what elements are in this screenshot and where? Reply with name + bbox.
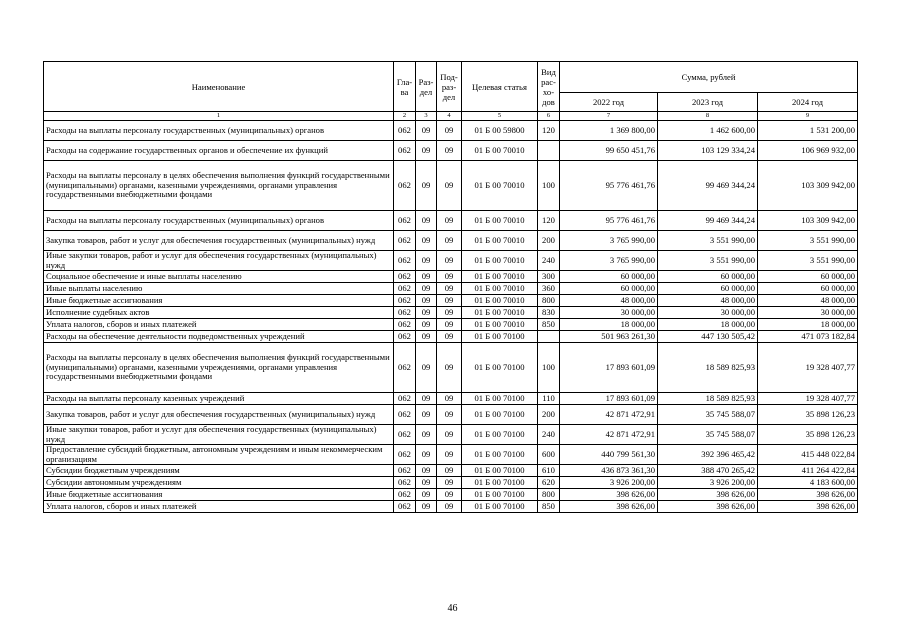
row-vid: 300 — [538, 271, 560, 283]
row-vid: 610 — [538, 465, 560, 477]
row-glava: 062 — [394, 343, 416, 393]
row-target: 01 Б 00 70010 — [462, 161, 538, 211]
row-sum-2022: 48 000,00 — [560, 295, 658, 307]
row-sum-2022: 60 000,00 — [560, 283, 658, 295]
row-sum-2024: 19 328 407,77 — [758, 343, 858, 393]
row-name: Социальное обеспечение и иные выплаты населению — [44, 271, 394, 283]
row-target: 01 Б 00 59800 — [462, 121, 538, 141]
row-podrazdel: 09 — [437, 465, 462, 477]
row-razdel: 09 — [416, 271, 437, 283]
row-sum-2024: 103 309 942,00 — [758, 161, 858, 211]
row-name: Расходы на выплаты персоналу казенных учреждений — [44, 393, 394, 405]
row-glava: 062 — [394, 231, 416, 251]
row-sum-2023: 3 551 990,00 — [658, 251, 758, 271]
row-sum-2023: 392 396 465,42 — [658, 445, 758, 465]
row-glava: 062 — [394, 445, 416, 465]
header-year-2024: 2024 год — [758, 93, 858, 112]
column-number: 1 — [44, 112, 394, 121]
row-razdel: 09 — [416, 405, 437, 425]
table-row — [44, 283, 858, 295]
row-podrazdel: 09 — [437, 319, 462, 331]
row-name: Расходы на содержание государственных органов и обеспечение их функций — [44, 141, 394, 161]
row-sum-2022: 95 776 461,76 — [560, 161, 658, 211]
row-sum-2023: 18 589 825,93 — [658, 343, 758, 393]
row-sum-2023: 3 926 200,00 — [658, 477, 758, 489]
row-sum-2022: 60 000,00 — [560, 271, 658, 283]
row-podrazdel: 09 — [437, 343, 462, 393]
row-razdel: 09 — [416, 283, 437, 295]
row-sum-2023: 99 469 344,24 — [658, 211, 758, 231]
row-podrazdel: 09 — [437, 295, 462, 307]
header-target: Целевая статья — [462, 62, 538, 112]
row-sum-2024: 415 448 022,84 — [758, 445, 858, 465]
row-sum-2023: 18 589 825,93 — [658, 393, 758, 405]
table-header — [44, 62, 858, 121]
row-vid: 200 — [538, 405, 560, 425]
row-podrazdel: 09 — [437, 393, 462, 405]
row-glava: 062 — [394, 501, 416, 513]
row-glava: 062 — [394, 319, 416, 331]
row-vid: 240 — [538, 251, 560, 271]
table-row — [44, 393, 858, 405]
budget-table — [43, 61, 858, 513]
row-vid: 120 — [538, 121, 560, 141]
header-vid: Вид рас-хо-дов — [538, 62, 560, 112]
row-sum-2024: 4 183 600,00 — [758, 477, 858, 489]
page-number: 46 — [447, 603, 458, 614]
row-sum-2023: 30 000,00 — [658, 307, 758, 319]
row-sum-2024: 48 000,00 — [758, 295, 858, 307]
header-glava: Гла-ва — [394, 62, 416, 112]
row-razdel: 09 — [416, 425, 437, 445]
table-row — [44, 343, 858, 393]
row-sum-2022: 17 893 601,09 — [560, 393, 658, 405]
row-sum-2024: 398 626,00 — [758, 489, 858, 501]
table-row — [44, 307, 858, 319]
row-target: 01 Б 00 70010 — [462, 283, 538, 295]
row-razdel: 09 — [416, 501, 437, 513]
row-vid: 100 — [538, 161, 560, 211]
row-vid: 830 — [538, 307, 560, 319]
row-glava: 062 — [394, 331, 416, 343]
row-razdel: 09 — [416, 211, 437, 231]
row-sum-2022: 398 626,00 — [560, 501, 658, 513]
row-razdel: 09 — [416, 477, 437, 489]
row-target: 01 Б 00 70010 — [462, 307, 538, 319]
row-sum-2023: 103 129 334,24 — [658, 141, 758, 161]
row-sum-2024: 18 000,00 — [758, 319, 858, 331]
row-target: 01 Б 00 70010 — [462, 319, 538, 331]
row-target: 01 Б 00 70100 — [462, 405, 538, 425]
row-glava: 062 — [394, 295, 416, 307]
row-podrazdel: 09 — [437, 231, 462, 251]
row-podrazdel: 09 — [437, 271, 462, 283]
row-podrazdel: 09 — [437, 307, 462, 319]
row-sum-2024: 471 073 182,84 — [758, 331, 858, 343]
row-name: Уплата налогов, сборов и иных платежей — [44, 319, 394, 331]
row-sum-2022: 3 765 990,00 — [560, 251, 658, 271]
row-sum-2022: 18 000,00 — [560, 319, 658, 331]
row-sum-2022: 99 650 451,76 — [560, 141, 658, 161]
column-number-row — [44, 112, 858, 121]
row-sum-2024: 19 328 407,77 — [758, 393, 858, 405]
budget-table-sheet — [43, 61, 857, 513]
row-podrazdel: 09 — [437, 161, 462, 211]
row-target: 01 Б 00 70100 — [462, 425, 538, 445]
row-sum-2023: 388 470 265,42 — [658, 465, 758, 477]
row-name: Субсидии бюджетным учреждениям — [44, 465, 394, 477]
row-target: 01 Б 00 70010 — [462, 251, 538, 271]
row-sum-2023: 3 551 990,00 — [658, 231, 758, 251]
row-razdel: 09 — [416, 307, 437, 319]
row-sum-2022: 17 893 601,09 — [560, 343, 658, 393]
column-number: 2 — [394, 112, 416, 121]
table-row — [44, 161, 858, 211]
header-razdel: Раз-дел — [416, 62, 437, 112]
row-name: Иные закупки товаров, работ и услуг для обеспечения государственных (муниципальных) нужд — [44, 425, 394, 445]
table-row — [44, 141, 858, 161]
row-razdel: 09 — [416, 295, 437, 307]
table-row — [44, 251, 858, 271]
row-glava: 062 — [394, 121, 416, 141]
row-glava: 062 — [394, 405, 416, 425]
row-name: Закупка товаров, работ и услуг для обеспечения государственных (муниципальных) нужд — [44, 405, 394, 425]
row-razdel: 09 — [416, 251, 437, 271]
row-sum-2023: 18 000,00 — [658, 319, 758, 331]
row-name: Иные бюджетные ассигнования — [44, 295, 394, 307]
row-name: Субсидии автономным учреждениям — [44, 477, 394, 489]
row-sum-2022: 1 369 800,00 — [560, 121, 658, 141]
row-sum-2022: 42 871 472,91 — [560, 425, 658, 445]
row-target: 01 Б 00 70100 — [462, 465, 538, 477]
table-row — [44, 319, 858, 331]
row-razdel: 09 — [416, 121, 437, 141]
row-vid: 200 — [538, 231, 560, 251]
row-glava: 062 — [394, 141, 416, 161]
row-target: 01 Б 00 70100 — [462, 501, 538, 513]
column-number: 8 — [658, 112, 758, 121]
row-name: Иные закупки товаров, работ и услуг для обеспечения государственных (муниципальных) нужд — [44, 251, 394, 271]
row-target: 01 Б 00 70100 — [462, 489, 538, 501]
row-podrazdel: 09 — [437, 121, 462, 141]
row-sum-2022: 30 000,00 — [560, 307, 658, 319]
row-sum-2024: 35 898 126,23 — [758, 425, 858, 445]
row-vid: 850 — [538, 319, 560, 331]
row-sum-2024: 35 898 126,23 — [758, 405, 858, 425]
row-razdel: 09 — [416, 489, 437, 501]
row-target: 01 Б 00 70010 — [462, 295, 538, 307]
table-row — [44, 425, 858, 445]
row-razdel: 09 — [416, 161, 437, 211]
row-razdel: 09 — [416, 319, 437, 331]
row-sum-2023: 447 130 505,42 — [658, 331, 758, 343]
row-glava: 062 — [394, 283, 416, 295]
header-name: Наименование — [44, 62, 394, 112]
row-vid: 360 — [538, 283, 560, 295]
row-sum-2022: 501 963 261,30 — [560, 331, 658, 343]
table-row — [44, 445, 858, 465]
table-row — [44, 477, 858, 489]
row-podrazdel: 09 — [437, 211, 462, 231]
row-sum-2024: 3 551 990,00 — [758, 251, 858, 271]
row-sum-2023: 398 626,00 — [658, 489, 758, 501]
row-podrazdel: 09 — [437, 489, 462, 501]
table-row — [44, 465, 858, 477]
row-podrazdel: 09 — [437, 501, 462, 513]
row-razdel: 09 — [416, 393, 437, 405]
header-year-2023: 2023 год — [658, 93, 758, 112]
table-row — [44, 231, 858, 251]
row-sum-2022: 398 626,00 — [560, 489, 658, 501]
row-target: 01 Б 00 70100 — [462, 343, 538, 393]
row-sum-2023: 398 626,00 — [658, 501, 758, 513]
row-razdel: 09 — [416, 343, 437, 393]
header-podrazdel: Под-раз-дел — [437, 62, 462, 112]
row-target: 01 Б 00 70100 — [462, 477, 538, 489]
row-sum-2024: 3 551 990,00 — [758, 231, 858, 251]
row-glava: 062 — [394, 465, 416, 477]
row-glava: 062 — [394, 393, 416, 405]
row-name: Расходы на выплаты персоналу в целях обеспечения выполнения функций государственными (муниципальными) органами, казенными учреждениями, органами управления государственными внебюджетными фондами — [44, 343, 394, 393]
row-vid — [538, 331, 560, 343]
row-glava: 062 — [394, 307, 416, 319]
row-sum-2023: 48 000,00 — [658, 295, 758, 307]
row-name: Расходы на выплаты персоналу государственных (муниципальных) органов — [44, 121, 394, 141]
row-podrazdel: 09 — [437, 251, 462, 271]
table-row — [44, 405, 858, 425]
row-vid: 850 — [538, 501, 560, 513]
row-sum-2023: 99 469 344,24 — [658, 161, 758, 211]
row-name: Исполнение судебных актов — [44, 307, 394, 319]
row-name: Расходы на обеспечение деятельности подведомственных учреждений — [44, 331, 394, 343]
row-podrazdel: 09 — [437, 141, 462, 161]
table-row — [44, 211, 858, 231]
row-vid: 120 — [538, 211, 560, 231]
row-glava: 062 — [394, 425, 416, 445]
row-sum-2022: 95 776 461,76 — [560, 211, 658, 231]
row-glava: 062 — [394, 251, 416, 271]
row-sum-2023: 35 745 588,07 — [658, 425, 758, 445]
row-sum-2022: 440 799 561,30 — [560, 445, 658, 465]
header-year-2022: 2022 год — [560, 93, 658, 112]
table-row — [44, 121, 858, 141]
row-sum-2024: 60 000,00 — [758, 271, 858, 283]
row-target: 01 Б 00 70010 — [462, 271, 538, 283]
row-vid — [538, 141, 560, 161]
row-name: Расходы на выплаты персоналу в целях обеспечения выполнения функций государственными (муниципальными) органами, казенными учреждениями, органами управления государственными внебюджетными фондами — [44, 161, 394, 211]
row-target: 01 Б 00 70100 — [462, 331, 538, 343]
row-podrazdel: 09 — [437, 477, 462, 489]
row-vid: 100 — [538, 343, 560, 393]
row-sum-2024: 103 309 942,00 — [758, 211, 858, 231]
row-name: Уплата налогов, сборов и иных платежей — [44, 501, 394, 513]
row-podrazdel: 09 — [437, 283, 462, 295]
row-razdel: 09 — [416, 331, 437, 343]
row-glava: 062 — [394, 161, 416, 211]
row-sum-2024: 106 969 932,00 — [758, 141, 858, 161]
table-body — [44, 121, 858, 513]
row-razdel: 09 — [416, 141, 437, 161]
row-vid: 240 — [538, 425, 560, 445]
row-target: 01 Б 00 70010 — [462, 211, 538, 231]
row-glava: 062 — [394, 271, 416, 283]
table-row — [44, 489, 858, 501]
row-podrazdel: 09 — [437, 445, 462, 465]
row-target: 01 Б 00 70100 — [462, 393, 538, 405]
row-sum-2024: 60 000,00 — [758, 283, 858, 295]
row-target: 01 Б 00 70010 — [462, 141, 538, 161]
row-sum-2022: 3 765 990,00 — [560, 231, 658, 251]
column-number: 4 — [437, 112, 462, 121]
row-sum-2024: 30 000,00 — [758, 307, 858, 319]
column-number: 5 — [462, 112, 538, 121]
row-sum-2023: 1 462 600,00 — [658, 121, 758, 141]
row-name: Предоставление субсидий бюджетным, автономным учреждениям и иным некоммерческим организациям — [44, 445, 394, 465]
row-podrazdel: 09 — [437, 425, 462, 445]
row-name: Иные выплаты населению — [44, 283, 394, 295]
row-sum-2023: 35 745 588,07 — [658, 405, 758, 425]
column-number: 9 — [758, 112, 858, 121]
row-sum-2022: 436 873 361,30 — [560, 465, 658, 477]
row-name: Иные бюджетные ассигнования — [44, 489, 394, 501]
row-podrazdel: 09 — [437, 331, 462, 343]
row-vid: 800 — [538, 489, 560, 501]
table-row — [44, 501, 858, 513]
row-vid: 620 — [538, 477, 560, 489]
row-name: Расходы на выплаты персоналу государственных (муниципальных) органов — [44, 211, 394, 231]
row-sum-2023: 60 000,00 — [658, 283, 758, 295]
row-glava: 062 — [394, 477, 416, 489]
column-number: 3 — [416, 112, 437, 121]
table-row — [44, 295, 858, 307]
row-sum-2022: 3 926 200,00 — [560, 477, 658, 489]
row-razdel: 09 — [416, 231, 437, 251]
row-podrazdel: 09 — [437, 405, 462, 425]
row-vid: 600 — [538, 445, 560, 465]
row-name: Закупка товаров, работ и услуг для обеспечения государственных (муниципальных) нужд — [44, 231, 394, 251]
row-target: 01 Б 00 70100 — [462, 445, 538, 465]
table-row — [44, 331, 858, 343]
row-vid: 800 — [538, 295, 560, 307]
column-number: 6 — [538, 112, 560, 121]
row-sum-2024: 1 531 200,00 — [758, 121, 858, 141]
row-sum-2022: 42 871 472,91 — [560, 405, 658, 425]
row-target: 01 Б 00 70010 — [462, 231, 538, 251]
row-glava: 062 — [394, 211, 416, 231]
header-sum: Сумма, рублей — [560, 62, 858, 93]
row-razdel: 09 — [416, 465, 437, 477]
row-sum-2024: 398 626,00 — [758, 501, 858, 513]
table-row — [44, 271, 858, 283]
column-number: 7 — [560, 112, 658, 121]
row-sum-2023: 60 000,00 — [658, 271, 758, 283]
row-razdel: 09 — [416, 445, 437, 465]
row-glava: 062 — [394, 489, 416, 501]
row-sum-2024: 411 264 422,84 — [758, 465, 858, 477]
row-vid: 110 — [538, 393, 560, 405]
